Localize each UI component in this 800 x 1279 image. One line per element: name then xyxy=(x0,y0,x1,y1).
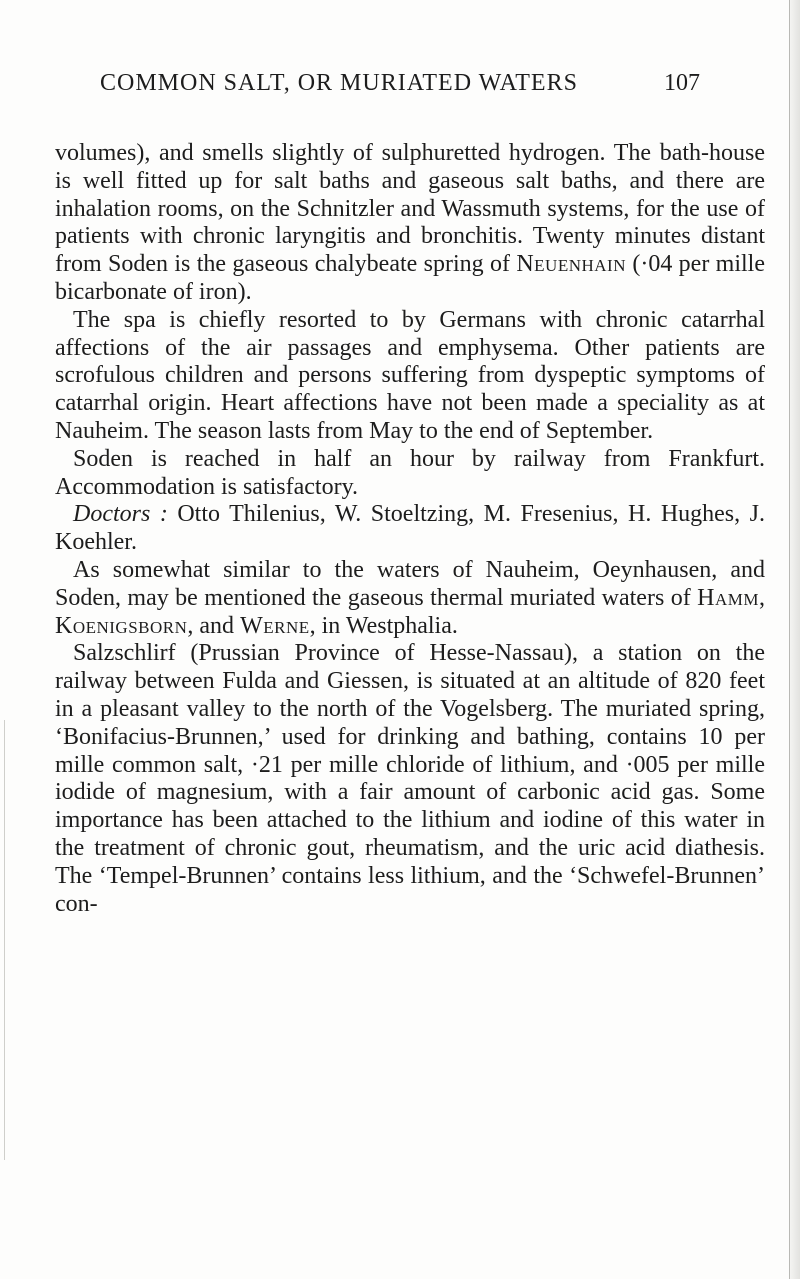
text-run: volumes), and smells slightly of sulphuretted hydrogen. The bath-house is well fitted up for salt baths and gaseous salt baths, and there are inhalation rooms, on the Schnitzler and Wassmuth systems, for the use of patients with chronic laryngitis and bronchitis. Twenty minutes distant from Soden is the gaseous chalybeate spring of xyxy=(55,140,765,278)
body-text xyxy=(55,140,765,918)
place-name-neuenhain: Neuenhain xyxy=(516,251,626,278)
text-run: (·04 per mille bicarbonate of iron). xyxy=(55,251,765,305)
paragraph-access: Soden is reached in half an hour by railway from Frankfurt. Accommodation is satisfactory. xyxy=(55,445,765,500)
paragraph-doctors xyxy=(55,501,765,557)
paragraph-salzschlirf: Salzschlirf (Prussian Province of Hesse-Nassau), a station on the railway between Fulda and Giessen, is situated at an altitude of 820 feet in a pleasant valley to the north of the Vogelsberg. The muriated spring, ‘Bonifacius-Brunnen,’ used for drinking and bathing, contains 10 per mille common salt, ·21 per mille chloride of lithium, and ·005 per mille iodide of magnesium, with a fair amount of carbonic acid gas. Some importance has been attached to the lithium and iodine of this water in the treatment of chronic gout, rheumatism, and the uric acid diathesis. The ‘Tempel-Brunnen’ contains less lithium, and the ‘Schwefel-Brunnen’ con- xyxy=(55,640,765,917)
margin-line xyxy=(4,720,5,1160)
paragraph-similar-waters xyxy=(55,557,765,640)
page-number: 107 xyxy=(664,70,700,96)
place-name-werne: Werne xyxy=(240,612,310,639)
doctors-label: Doctors : xyxy=(73,501,168,528)
place-name-hamm: Hamm xyxy=(697,584,759,611)
place-name-koenigsborn: Koenigsborn xyxy=(55,612,188,639)
paragraph-soden-bath-house xyxy=(55,140,765,307)
text-run: , and xyxy=(187,612,241,639)
running-head xyxy=(100,70,700,110)
running-title: COMMON SALT, OR MURIATED WATERS xyxy=(100,70,578,96)
paragraph-spa-patients: The spa is chiefly resorted to by Germans with chronic catarrhal affections of the air passages and emphysema. Other patients are scrofulous children and persons suffering from dyspeptic symptoms of catarrhal origin. Heart affections have not been made a speciality as at Nauheim. The season lasts from May to the end of September. xyxy=(55,306,765,444)
doctors-list: Otto Thilenius, W. Stoeltzing, M. Fresenius, H. Hughes, J. Koehler. xyxy=(55,501,766,556)
text-run: , in Westphalia. xyxy=(309,612,458,639)
text-run: As somewhat similar to the waters of Nauheim, Oeynhausen, and Soden, may be mentioned the gaseous thermal muriated waters of xyxy=(55,556,765,611)
page-edge-shadow xyxy=(789,0,800,1279)
text-run: , xyxy=(759,584,765,611)
